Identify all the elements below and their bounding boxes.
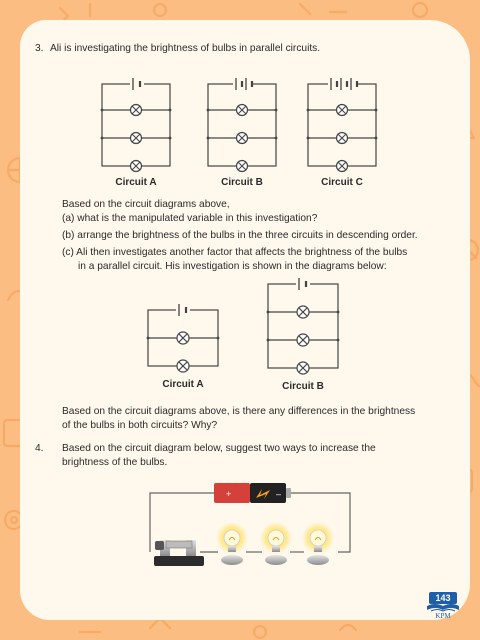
question-4-number: 4. xyxy=(35,443,44,454)
page-number: 143 xyxy=(435,593,451,603)
caption-circuit-b-middle: Circuit B xyxy=(282,381,324,392)
question-3-part-b: (b) arrange the brightness of the bulbs in the three circuits in descending order. xyxy=(62,230,418,241)
question-3-followup-line1: Based on the circuit diagrams above, is there any differences in the brightness xyxy=(62,406,416,417)
question-3-followup-line2: of the bulbs in both circuits? Why? xyxy=(62,420,218,431)
caption-circuit-b-top: Circuit B xyxy=(221,177,263,188)
page-number-badge xyxy=(425,590,461,622)
bulb-2-icon xyxy=(260,522,292,565)
question-3-part-c-line1: (c) Ali then investigates another factor that affects the brightness of the bulbs xyxy=(62,247,408,258)
bulb-1-icon xyxy=(216,522,248,565)
switch-icon xyxy=(154,540,204,566)
caption-circuit-c-top: Circuit C xyxy=(321,177,363,188)
question-4-line1: Based on the circuit diagram below, suggest two ways to increase the xyxy=(62,443,376,454)
question-3-intro: Based on the circuit diagrams above, xyxy=(62,199,230,210)
bulb-3-icon xyxy=(302,522,334,565)
question-4-line2: brightness of the bulbs. xyxy=(62,457,168,468)
caption-circuit-a-top: Circuit A xyxy=(115,177,157,188)
question-3-number: 3. xyxy=(35,43,44,54)
question-3-stem: Ali is investigating the brightness of bulbs in parallel circuits. xyxy=(50,43,321,54)
battery-minus-label: – xyxy=(276,489,282,499)
battery-plus-label: + xyxy=(226,489,232,499)
question-3-part-c-line2: in a parallel circuit. His investigation is shown in the diagrams below: xyxy=(78,261,387,272)
question-3-part-a: (a) what is the manipulated variable in this investigation? xyxy=(62,213,318,224)
caption-circuit-a-middle: Circuit A xyxy=(162,379,204,390)
publisher-label: KPM xyxy=(435,612,451,620)
